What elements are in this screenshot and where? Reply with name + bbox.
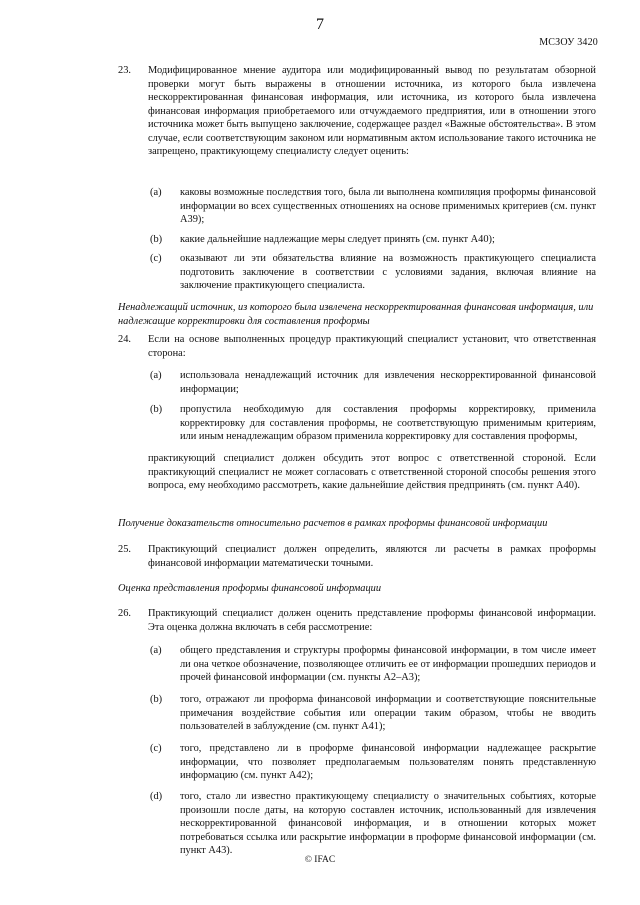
list-item-text: оказывают ли эти обязательства влияние на возможность практикующего специалиста подготовить заключение в соответствии с условиями задания, включая влияние на заключение практикующего специалиста. xyxy=(180,253,596,291)
list-item-text: использовала ненадлежащий источник для извлечения нескорректированной финансовой информации; xyxy=(180,370,596,395)
paragraph-number: 23. xyxy=(118,65,131,76)
paragraph-text: Практикующий специалист должен оценить представление проформы финансовой информации. Эта оценка должна включать в себя рассмотрение: xyxy=(148,608,596,633)
list-item-label: (b) xyxy=(150,694,163,705)
paragraph-text: Практикующий специалист должен определить, являются ли расчеты в рамках проформы финансовой информации математически точными. xyxy=(148,544,596,569)
list-item-label: (a) xyxy=(150,187,162,198)
paragraph-text: Модифицированное мнение аудитора или модифицированный вывод по результатам обзорной проверки могут быть выражены в отношении источника, из которого была извлечена нескорректированная финансовая информация, или источника, из которого была извлечена финансовая информация приобретаемого или отчуждаемого предприятия, или в отношении этого источника может быть выпущено заключение, содержащее раздел «Важные обстоятельства». В этом случае, если соответствующим законом или нормативным актом использование такого источника не запрещено, практикующему специалисту следует оценить: xyxy=(148,65,596,157)
page-number: 7 xyxy=(316,16,324,33)
section-heading: Получение доказательств относительно расчетов в рамках проформы финансовой информации xyxy=(118,518,548,529)
paragraph-number: 25. xyxy=(118,544,131,555)
list-item-text: каковы возможные последствия того, была ли выполнена компиляция проформы финансовой информации во всех существенных отношениях на основе применимых критериев (см. пункт А39); xyxy=(180,187,596,225)
list-item-text: пропустила необходимую для составления проформы корректировку, применила корректировку для составления проформы, не соответствующую применимым критериям, или иным ненадлежащим образом применила корректировку для составления проформы, xyxy=(180,404,596,442)
footer-copyright: © IFAC xyxy=(304,855,336,865)
list-item-label: (a) xyxy=(150,370,162,381)
paragraph-number: 26. xyxy=(118,608,131,619)
list-item-label: (c) xyxy=(150,743,162,754)
section-heading: Ненадлежащий источник, из которого была извлечена нескорректированная финансовая информация, или надлежащие корректировки для составления проформы xyxy=(118,302,594,327)
section-heading: Оценка представления проформы финансовой информации xyxy=(118,583,382,594)
list-item-label: (b) xyxy=(150,234,163,245)
list-item-label: (b) xyxy=(150,404,163,415)
list-item-label: (c) xyxy=(150,253,162,264)
list-item-text: общего представления и структуры проформы финансовой информации, в том числе имеет ли она четкое обозначение, позволяющее отличить ее от информации прошедших периодов и прочей финансовой информации (см. пункты А2–А3); xyxy=(180,645,596,683)
list-item-label: (d) xyxy=(150,791,163,802)
list-item-text: того, отражают ли проформа финансовой информации и соответствующие пояснительные примечания воздействие события или операции таким образом, чтобы не вводить пользователей в заблуждение (см. пункт А41); xyxy=(180,694,596,732)
paragraph-text: Если на основе выполненных процедур практикующий специалист установит, что ответственная сторона: xyxy=(148,334,596,359)
list-item-text: какие дальнейшие надлежащие меры следует принять (см. пункт А40); xyxy=(180,234,495,245)
standard-code: МСЗОУ 3420 xyxy=(539,37,598,48)
list-item-text: того, стало ли известно практикующему специалисту о значительных событиях, которые произошли после даты, на которую составлен источник, использованный для извлечения нескорректированной финансовой информация, и в отношении которых может потребоваться ссылка или раскрытие информации в проформе финансовой информации (см. пункт А43). xyxy=(180,791,596,856)
paragraph-number: 24. xyxy=(118,334,131,345)
list-item-label: (a) xyxy=(150,645,162,656)
paragraph-text: практикующий специалист должен обсудить этот вопрос с ответственной стороной. Если практикующий специалист не может согласовать с ответственной стороной способы решения этого вопроса, ему необходимо рассмотреть, какие дальнейшие действия предпринять (см. пункт А40). xyxy=(148,453,596,491)
list-item-text: того, представлено ли в проформе финансовой информации надлежащее раскрытие информации, что позволяет предполагаемым пользователям понять представленную информацию (см. пункт А42); xyxy=(180,743,596,781)
